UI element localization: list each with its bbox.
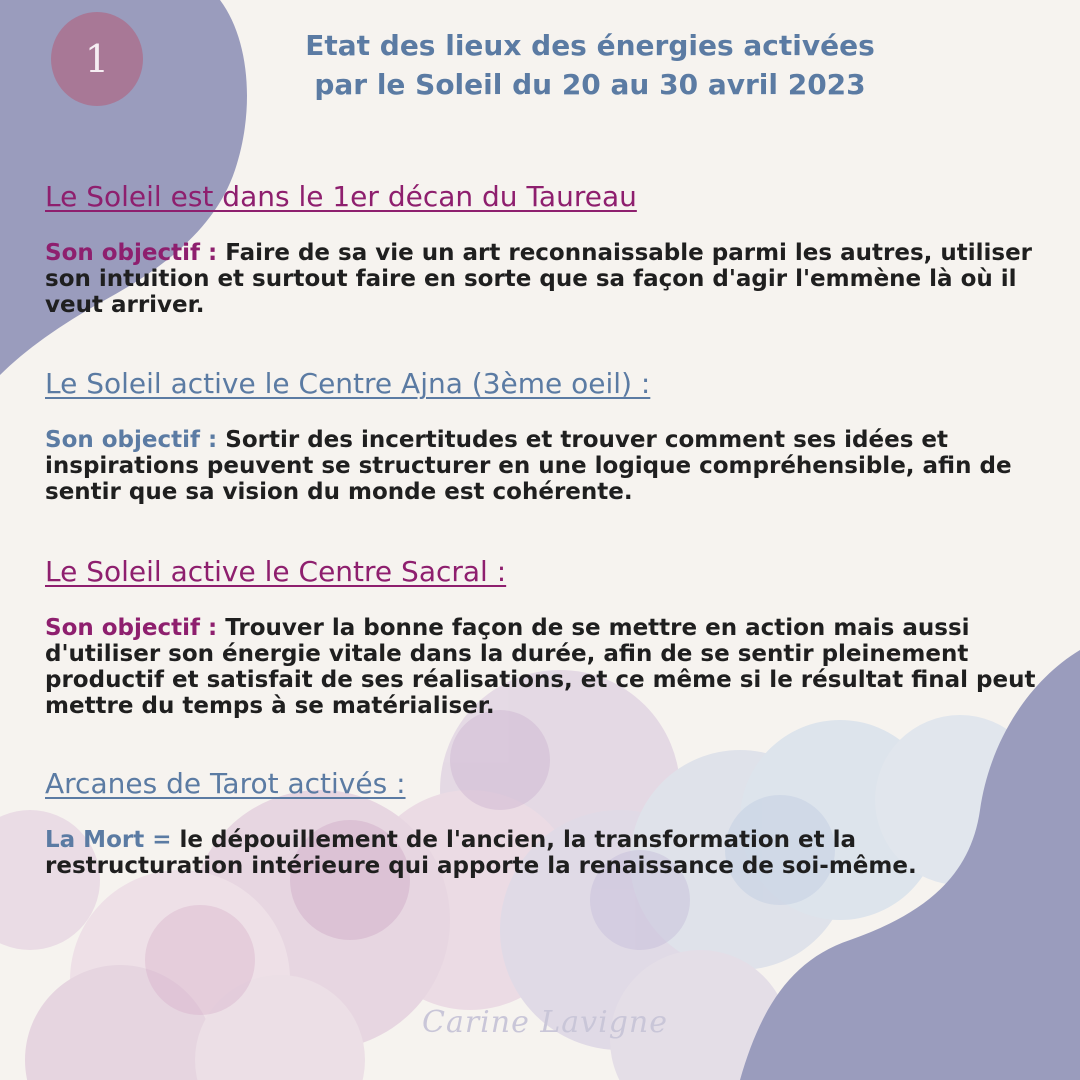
section-heading-tarot: Arcanes de Tarot activés : — [45, 767, 406, 800]
section-text-sacral — [45, 615, 1045, 719]
section-text-ajna — [45, 427, 1045, 505]
tarot-label: La Mort = — [45, 827, 172, 853]
text-line: inspirations peuvent se structurer en une logique compréhensible, afin de — [45, 453, 1012, 479]
page-number: 1 — [84, 37, 110, 81]
text-line: productif et satisfait de ses réalisations, et ce même si le résultat final peut — [45, 667, 1036, 693]
page-title — [240, 26, 940, 104]
section-heading-ajna: Le Soleil active le Centre Ajna (3ème oeil) : — [45, 367, 651, 400]
text-line: sentir que sa vision du monde est cohérente. — [45, 479, 633, 505]
author-signature: Carine Lavigne — [421, 1005, 669, 1040]
title-line-1: Etat des lieux des énergies activées — [305, 29, 875, 62]
objective-label: Son objectif : — [45, 240, 218, 266]
text-line: son intuition et surtout faire en sorte que sa façon d'agir l'emmène là où il — [45, 266, 1017, 292]
section-text-taureau — [45, 240, 1045, 318]
page-number-badge — [51, 12, 143, 106]
text-line: d'utiliser son énergie vitale dans la durée, afin de se sentir pleinement — [45, 641, 969, 667]
text-line: le dépouillement de l'ancien, la transformation et la — [179, 827, 857, 853]
section-heading-taureau: Le Soleil est dans le 1er décan du Taureau — [45, 180, 637, 213]
section-text-tarot — [45, 827, 1045, 879]
text-line: mettre du temps à se matérialiser. — [45, 693, 495, 719]
text-line: restructuration intérieure qui apporte la renaissance de soi-même. — [45, 853, 917, 879]
text-line: Trouver la bonne façon de se mettre en action mais aussi — [225, 615, 970, 641]
section-heading-sacral: Le Soleil active le Centre Sacral : — [45, 555, 507, 588]
title-line-2: par le Soleil du 20 au 30 avril 2023 — [314, 68, 866, 101]
objective-label: Son objectif : — [45, 427, 218, 453]
text-line: Sortir des incertitudes et trouver comment ses idées et — [225, 427, 949, 453]
text-line: Faire de sa vie un art reconnaissable parmi les autres, utiliser — [225, 240, 1033, 266]
objective-label: Son objectif : — [45, 615, 218, 641]
text-line: veut arriver. — [45, 292, 205, 318]
